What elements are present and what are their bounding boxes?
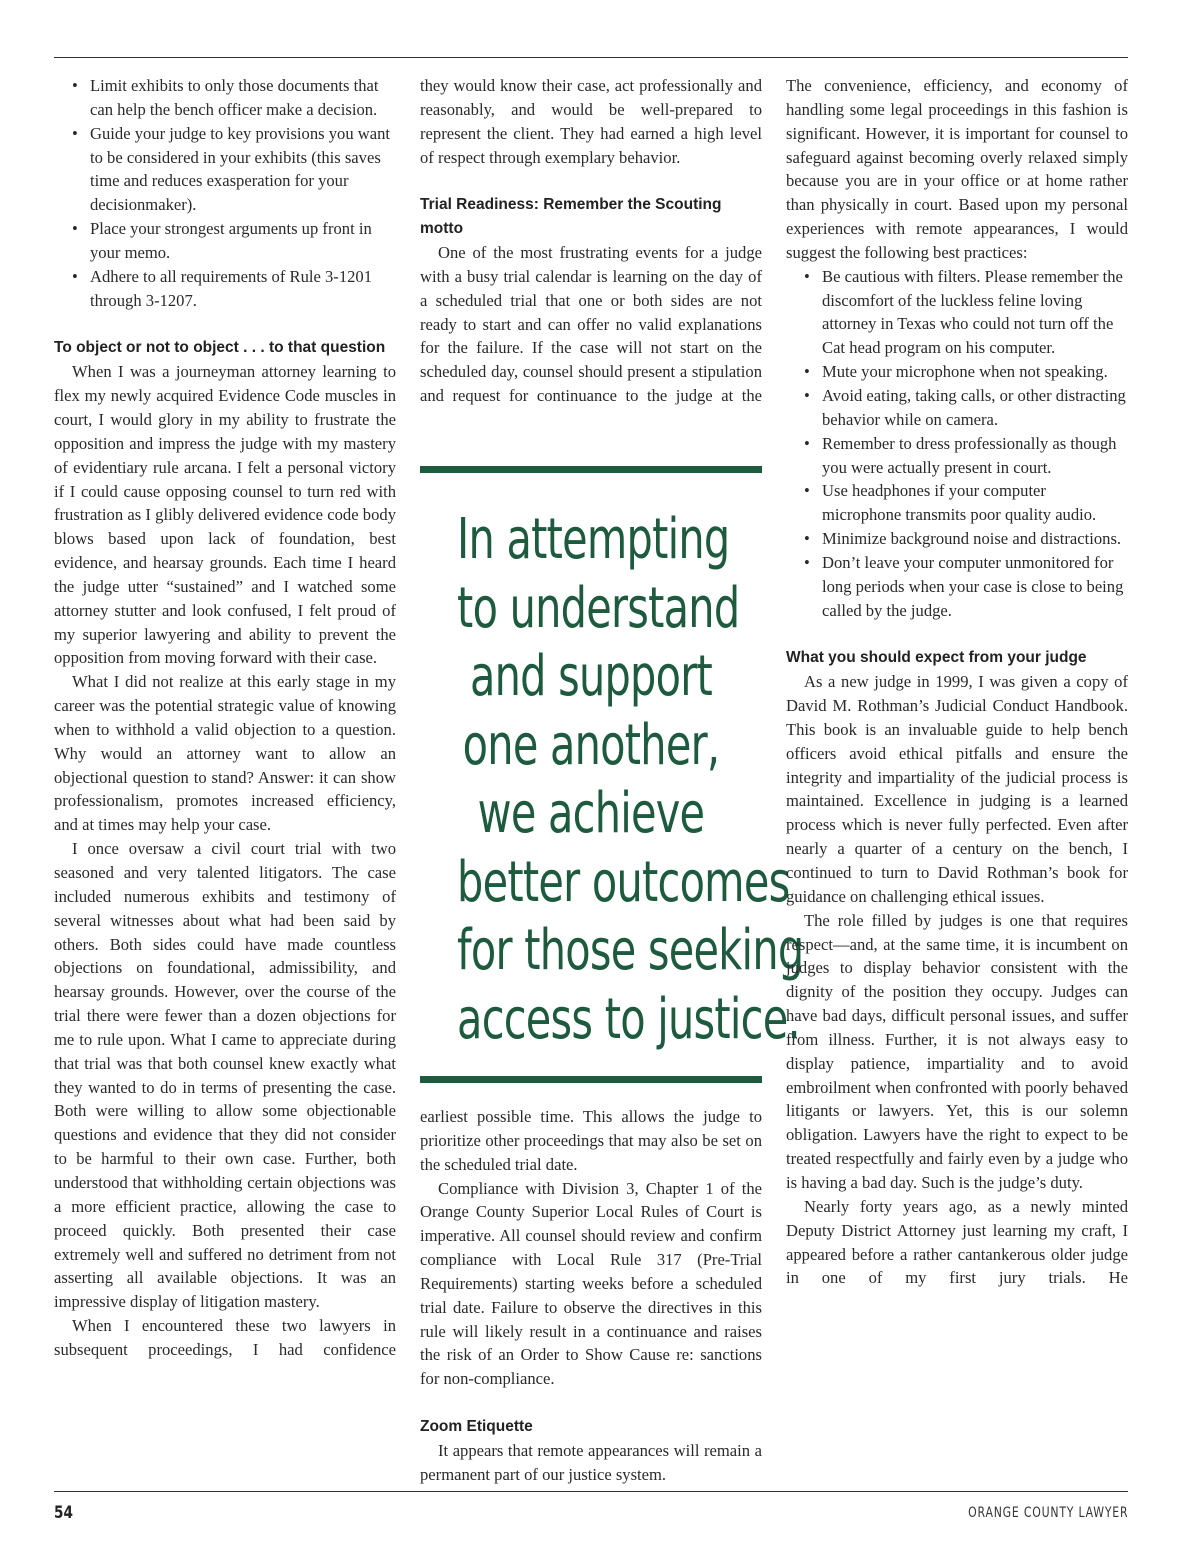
paragraph: It appears that remote appearances will remain a permanent part of our justice system. <box>420 1440 762 1484</box>
bullet-icon: • <box>72 266 78 286</box>
magazine-title: ORANGE COUNTY LAWYER <box>967 1505 1128 1521</box>
zoom-best-practices-list <box>786 265 1128 623</box>
list-item: • Use headphones if your computer microphone transmits poor quality audio. <box>804 481 1097 525</box>
pull-quote-line: and support <box>469 644 713 709</box>
list-item: • Don’t leave your computer unmonitored for long periods when your case is close to being called by the judge. <box>804 552 1124 620</box>
paragraph: When I encountered these two lawyers in subsequent proceedings, I had confidence <box>54 1316 396 1359</box>
list-item: • Limit exhibits to only those documents that can help the bench officer make a decision. <box>72 76 379 119</box>
list-item: • Place your strongest arguments up front in your memo. <box>72 219 372 262</box>
paragraph: The convenience, efficiency, and economy of handling some legal proceedings in this fashion is significant. However, it is important for counsel to safeguard against becoming overly relaxed simply because you are in your office or at home rather than physically in court. Based upon my personal experiences with remote appearances, I would suggest the following best practices: <box>786 76 1128 262</box>
list-item: • Avoid eating, taking calls, or other distracting behavior while on camera. <box>804 385 1126 429</box>
paragraph: The role filled by judges is one that requires respect—and, at the same time, it is incumbent on judges to display behavior consistent with the dignity of the position they occupy. Judges can have bad days, difficult personal issues, and suffer from illness. Further, it is not always easy to display patience, impartiality and to avoid embroilment when confronted with poorly behaved litigants or lawyers. Yet, this is our solemn obligation. Lawyers have the right to expect to be treated respectfully and fairly even by a judge who is having a bad day. Such is the judge’s duty. <box>786 910 1128 1192</box>
bullet-icon: • <box>804 266 810 286</box>
bullet-icon: • <box>72 219 78 239</box>
column-2-bottom <box>420 1105 762 1487</box>
paragraph: earliest possible time. This allows the judge to prioritize other proceedings that may also be set on the scheduled trial date. <box>420 1107 762 1174</box>
pull-quote-bottom-bar <box>420 1076 762 1083</box>
top-rule <box>54 57 1128 58</box>
pull-quote-text <box>457 506 804 1054</box>
column-3 <box>786 74 1128 1290</box>
bullet-icon: • <box>804 481 810 501</box>
section-heading-zoom: Zoom Etiquette <box>420 1418 533 1436</box>
paragraph: As a new judge in 1999, I was given a copy of David M. Rothman’s Judicial Conduct Handbook. This book is an invaluable guide to help bench officers avoid ethical pitfalls and ensure the integrity and impartiality of the judicial process is maintained. Excellence in judging is a learned process which is never fully perfected. Even after nearly a quarter of a century on the bench, I continued to turn to David Rothman’s book for guidance on challenging ethical issues. <box>786 672 1128 906</box>
exhibit-tips-list <box>54 74 396 312</box>
bullet-icon: • <box>72 76 78 95</box>
bullet-icon: • <box>72 123 78 143</box>
list-item: • Remember to dress professionally as though you were actually present in court. <box>804 433 1117 477</box>
bullet-icon: • <box>804 529 810 549</box>
paragraph: Compliance with Division 3, Chapter 1 of the Orange County Superior Local Rules of Court is imperative. All counsel should review and confirm compliance with Local Rule 317 (Pre-Trial Requirements) starting weeks before a scheduled trial date. Failure to observe the directives in this rule will likely result in a continuance and raises the risk of an Order to Show Cause re: sanctions for non-compliance. <box>420 1178 762 1389</box>
column-2-top <box>420 74 762 408</box>
list-item: • Guide your judge to key provisions you want to be considered in your exhibits (this saves time and reduces exasperation for your decisionmaker). <box>72 123 391 215</box>
pull-quote-line: we achieve <box>477 781 705 846</box>
paragraph: One of the most frustrating events for a judge with a busy trial calendar is learning on the day of a scheduled trial that one or both sides are not ready to start and can offer no valid explanations for the failure. If the case will not start on the scheduled day, counsel should present a stipulation and request for continuance to the judge at the <box>420 243 762 406</box>
pull-quote-line: one another, <box>462 712 720 778</box>
list-item: • Mute your microphone when not speaking. <box>786 360 1128 384</box>
list-item: • Be cautious with filters. Please remember the discomfort of the luckless feline loving attorney in Texas who could not turn off the Cat head program on his computer. <box>804 266 1123 358</box>
pull-quote-line: to understand <box>457 575 740 641</box>
paragraph: they would know their case, act professionally and reasonably, and would be well-prepared to represent the client. They had earned a high level of respect through exemplary behavior. <box>420 76 762 167</box>
pull-quote-line: access to justice. <box>457 986 800 1052</box>
pull-quote-line: for those seeking <box>457 918 804 983</box>
bottom-rule <box>54 1491 1128 1492</box>
bullet-icon: • <box>804 385 810 405</box>
bullet-icon: • <box>804 552 810 572</box>
paragraph: What I did not realize at this early stage in my career was the potential strategic value of knowing when to withhold a valid objection to a question. Why would an attorney want to allow an objectional question to stand? Answer: it can show professionalism, promotes increased efficiency, and at times may help your case. <box>54 672 396 835</box>
section-heading-trial-readiness: Trial Readiness: Remember the Scouting motto <box>420 196 722 238</box>
section-heading-judge-expectations: What you should expect from your judge <box>786 649 1087 667</box>
pull-quote-top-bar <box>420 466 762 473</box>
page-number: 54 <box>54 1503 73 1523</box>
pull-quote-line: better outcomes <box>457 849 790 915</box>
paragraph: Nearly forty years ago, as a newly minted Deputy District Attorney just learning my craft, I appeared before a rather cantankerous older judge in one of my first jury trials. He <box>786 1196 1128 1288</box>
column-1 <box>54 74 396 1362</box>
bullet-icon: • <box>804 362 810 382</box>
bullet-icon: • <box>804 433 810 453</box>
pull-quote-line: In attempting <box>457 507 730 572</box>
paragraph: When I was a journeyman attorney learning to flex my newly acquired Evidence Code muscles in court, I would glory in my ability to frustrate the opposition and impress the judge with my mastery of evidentiary rule arcana. I felt a personal victory if I could cause opposing counsel to turn red with frustration as I glibly delivered evidence code body blows based upon lack of foundation, best evidence, and hearsay grounds. Each time I heard the judge utter “sustained” and I watched some attorney stutter and look confused, I felt proud of my superior lawyering and ability to prevent the opposition from moving forward with their case. <box>54 362 396 668</box>
section-heading-objections: To object or not to object . . . to that question <box>54 339 386 357</box>
paragraph: I once oversaw a civil court trial with two seasoned and very talented litigators. The case included numerous exhibits and testimony of several witnesses about what had been said by others. Both sides could have made countless objections on foundational, admissibility, and hearsay grounds. However, over the course of the trial there were fewer than a dozen objections for me to rule upon. What I came to appreciate during that trial was that both counsel knew exactly what they wanted to do in terms of presenting the case. Both were willing to allow some objectionable questions and evidence that they did not consider to be harmful to their own case. Further, both understood that withholding certain objections was a more efficient practice, allowing the case to proceed quickly. Both presented their case extremely well and suffered no detriment from not asserting all available objections. It was an impressive display of litigation mastery. <box>54 839 396 1312</box>
pull-quote <box>420 466 804 1084</box>
list-item: • Minimize background noise and distractions. <box>786 527 1128 551</box>
list-item: • Adhere to all requirements of Rule 3-1201 through 3-1207. <box>72 266 373 310</box>
